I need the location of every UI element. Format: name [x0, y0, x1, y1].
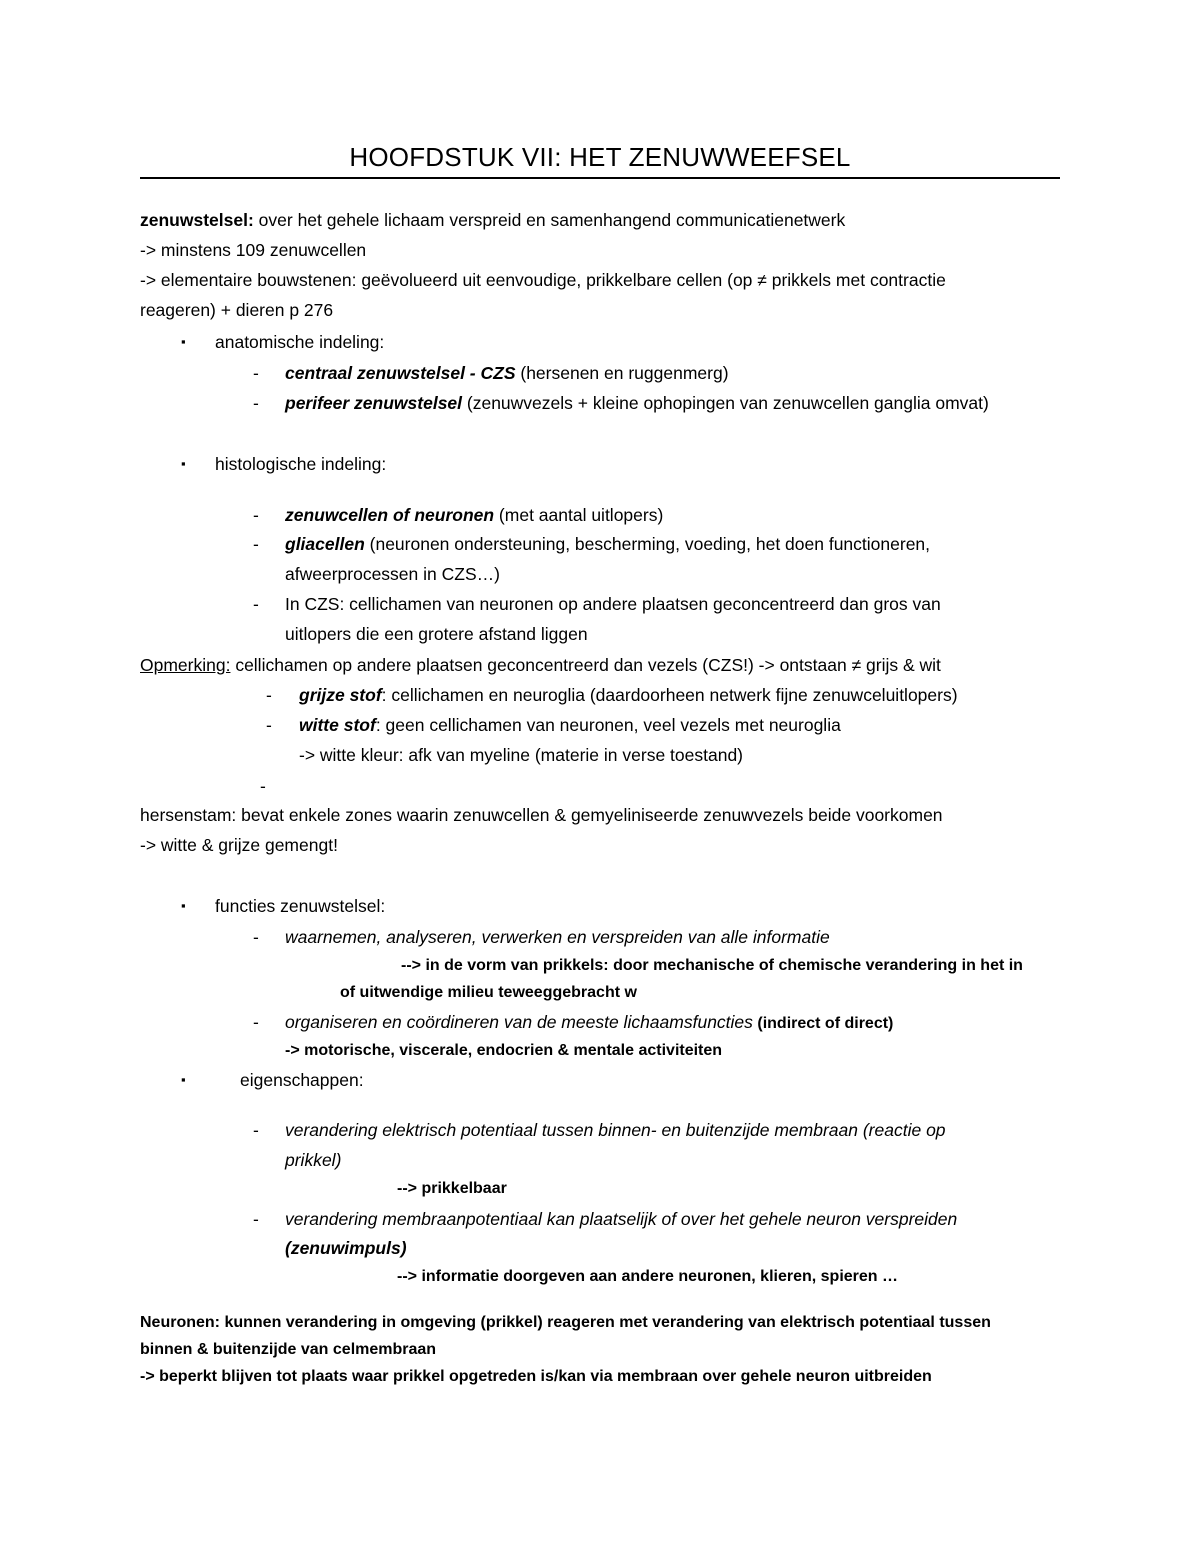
neurons-line-3-text: -> beperkt blijven tot plaats waar prikkel opgetreden is/kan via membraan over gehele neuron uitbreiden: [140, 1368, 932, 1385]
histological-item-3: In CZS: cellichamen van neuronen op andere plaatsen geconcentreerd dan gros van: [285, 594, 941, 614]
dash-icon: -: [260, 776, 266, 796]
property-item-2-cont: [285, 1237, 407, 1259]
property-item-1-cont: [285, 1149, 341, 1171]
property-item-2: [285, 1208, 957, 1230]
functions-heading: functies zenuwstelsel:: [215, 896, 386, 916]
white-matter-sub: -> witte kleur: afk van myeline (materie in verse toestand): [299, 745, 744, 765]
bullet-icon: ▪: [181, 334, 186, 349]
bullet-icon: ▪: [181, 1072, 186, 1087]
property-item-1-sub-text: --> prikkelbaar: [397, 1180, 507, 1197]
anatomical-item-2-term: perifeer zenuwstelsel: [285, 393, 463, 413]
remark-text: cellichamen op andere plaatsen geconcentreerd dan vezels (CZS!) -> ontstaan ≠ grijs & wit: [230, 655, 941, 675]
intro-line-1: [140, 209, 845, 231]
dash-icon: -: [253, 1120, 259, 1140]
dash-icon: -: [253, 1012, 259, 1032]
property-item-2-text: verandering membraanpotentiaal kan plaatselijk of over het gehele neuron verspreiden: [285, 1209, 958, 1229]
histological-item-1: [285, 504, 663, 526]
function-item-1-sub-1: [401, 955, 1023, 977]
histological-item-2-cont: afweerprocessen in CZS…): [285, 564, 500, 584]
dash-icon: -: [253, 594, 259, 614]
function-item-2-sub-text: -> motorische, viscerale, endocrien & mentale activiteiten: [285, 1042, 723, 1059]
property-item-1-text: verandering elektrisch potentiaal tussen binnen- en buitenzijde membraan (reactie op: [285, 1120, 946, 1140]
anatomical-item-2: [285, 392, 989, 414]
property-item-2-sub: [397, 1266, 898, 1288]
title-underline: [140, 177, 1060, 179]
bullet-icon: ▪: [181, 456, 186, 471]
intro-definition: over het gehele lichaam verspreid en samenhangend communicatienetwerk: [253, 210, 846, 230]
grey-matter-item: [299, 684, 958, 706]
white-matter-text: : geen cellichamen van neuronen, veel vezels met neuroglia: [375, 715, 841, 735]
property-item-1-cont-text: prikkel): [285, 1150, 342, 1170]
neurons-line-2-text: binnen & buitenzijde van celmembraan: [140, 1341, 437, 1358]
brainstem-line-1: hersenstam: bevat enkele zones waarin zenuwcellen & gemyeliniseerde zenuwvezels beide voorkomen: [140, 805, 943, 825]
function-item-1-sub-2-text: of uitwendige milieu teweeggebracht w: [340, 984, 637, 1001]
function-item-2-sub: [285, 1040, 722, 1062]
dash-icon: -: [253, 534, 259, 554]
histological-heading: histologische indeling:: [215, 454, 387, 474]
dash-icon: -: [266, 715, 272, 735]
anatomical-heading: anatomische indeling:: [215, 332, 385, 352]
neurons-line-2: [140, 1339, 436, 1361]
function-item-1-sub-1-text: --> in de vorm van prikkels: door mechanische of chemische verandering in het in: [401, 957, 1023, 974]
histological-item-2-text: (neuronen ondersteuning, bescherming, voeding, het doen functioneren,: [364, 534, 931, 554]
dash-icon: -: [253, 505, 259, 525]
page-title: HOOFDSTUK VII: HET ZENUWWEEFSEL: [349, 142, 851, 172]
intro-term: zenuwstelsel:: [140, 210, 254, 230]
intro-line-3: -> elementaire bouwstenen: geëvolueerd uit eenvoudige, prikkelbare cellen (op ≠ prikkels met contractie: [140, 270, 946, 290]
white-matter-item: [299, 714, 841, 736]
anatomical-item-1-term: centraal zenuwstelsel - CZS: [285, 363, 516, 383]
histological-item-3-cont: uitlopers die een grotere afstand liggen: [285, 624, 588, 644]
dash-icon: -: [266, 685, 272, 705]
intro-line-2: -> minstens 109 zenuwcellen: [140, 240, 367, 260]
function-item-2-text: organiseren en coördineren van de meeste lichaamsfuncties: [285, 1012, 753, 1032]
neurons-line-3: [140, 1366, 932, 1388]
histological-item-1-term: zenuwcellen of neuronen: [285, 505, 495, 525]
histological-item-1-text: (met aantal uitlopers): [494, 505, 664, 525]
bullet-icon: ▪: [181, 898, 186, 913]
brainstem-line-2: -> witte & grijze gemengt!: [140, 835, 338, 855]
histological-item-2: [285, 533, 930, 555]
dash-icon: -: [253, 393, 259, 413]
white-matter-term: witte stof: [299, 715, 376, 735]
function-item-1: [285, 926, 830, 948]
dash-icon: -: [253, 1209, 259, 1229]
dash-icon: -: [253, 363, 259, 383]
properties-heading: eigenschappen:: [240, 1070, 364, 1090]
remark-line: [140, 654, 941, 676]
grey-matter-text: : cellichamen en neuroglia (daardoorheen netwerk fijne zenuwceluitlopers): [381, 685, 958, 705]
intro-line-4: reageren) + dieren p 276: [140, 300, 334, 320]
neurons-line-1: [140, 1312, 991, 1334]
function-item-1-sub-2: [340, 982, 637, 1004]
grey-matter-term: grijze stof: [299, 685, 382, 705]
function-item-2: [285, 1011, 893, 1035]
property-item-1: [285, 1119, 946, 1141]
anatomical-item-1-text: (hersenen en ruggenmerg): [515, 363, 729, 383]
anatomical-item-2-text: (zenuwvezels + kleine ophopingen van zenuwcellen ganglia omvat): [462, 393, 989, 413]
dash-icon: -: [253, 927, 259, 947]
function-item-2-note: (indirect of direct): [752, 1015, 894, 1032]
property-item-1-sub: [397, 1178, 507, 1200]
property-item-2-cont-text: (zenuwimpuls): [285, 1238, 407, 1258]
neurons-line-1-text: Neuronen: kunnen verandering in omgeving (prikkel) reageren met verandering van elektrisch potentiaal tussen: [140, 1314, 991, 1331]
remark-label: Opmerking:: [140, 655, 231, 675]
property-item-2-sub-text: --> informatie doorgeven aan andere neuronen, klieren, spieren …: [397, 1268, 899, 1285]
anatomical-item-1: [285, 362, 729, 384]
function-item-1-text: waarnemen, analyseren, verwerken en verspreiden van alle informatie: [285, 927, 830, 947]
histological-item-2-term: gliacellen: [285, 534, 365, 554]
